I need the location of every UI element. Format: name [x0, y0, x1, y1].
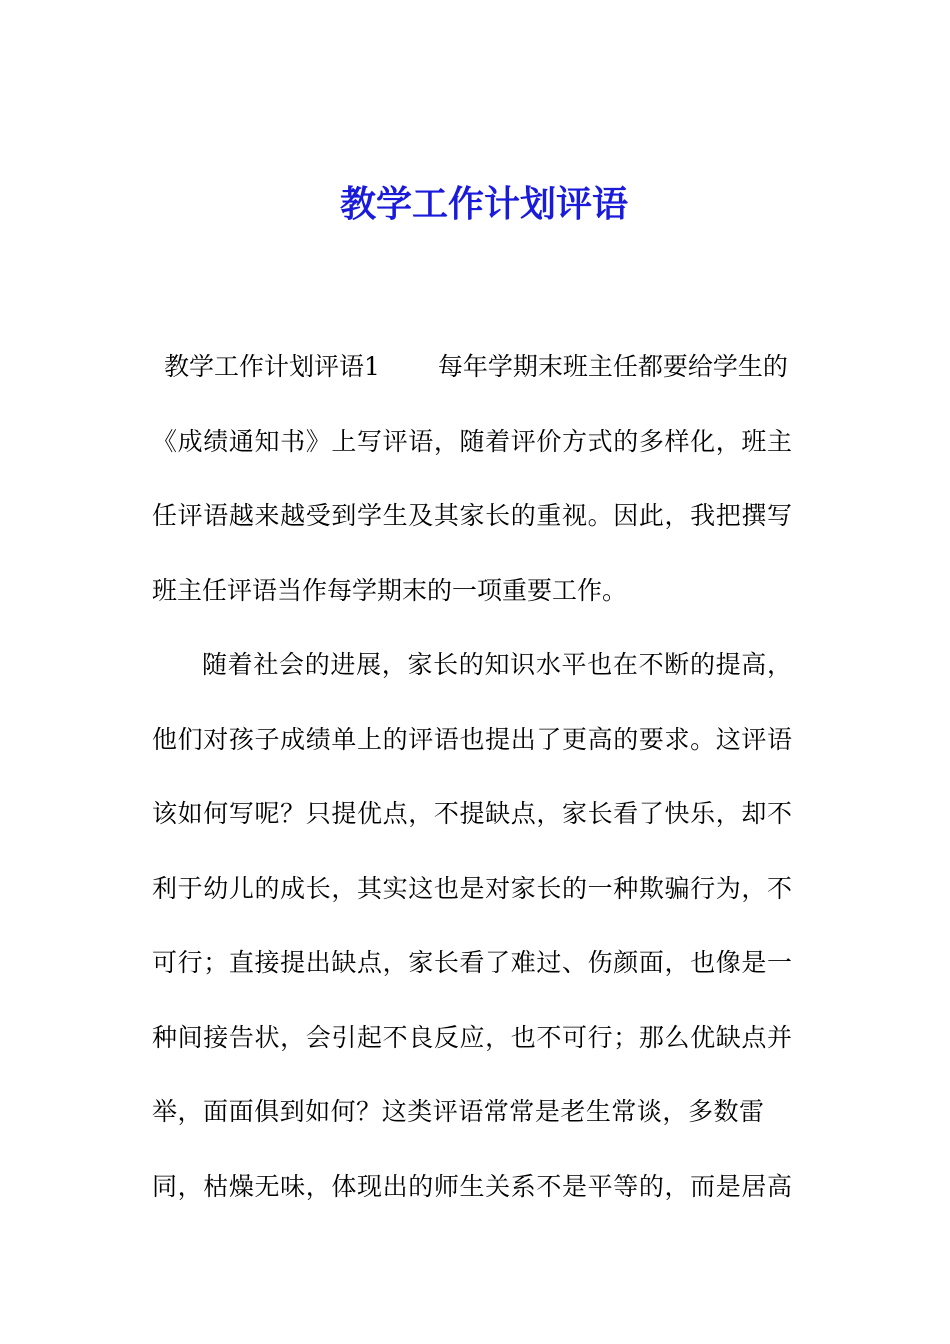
- paragraph-2-line-3: 该如何写呢？只提优点，不提缺点，家长看了快乐，却不: [152, 799, 792, 828]
- paragraph-2-line-1: 随着社会的进展，家长的知识水平也在不断的提高，: [202, 650, 792, 679]
- document-body: [152, 330, 792, 1224]
- paragraph-1-line-3: 任评语越来越受到学生及其家长的重视。因此，我把撰写: [152, 501, 792, 530]
- paragraph-2-line-6: 种间接告状，会引起不良反应，也不可行；那么优缺点并: [152, 1022, 792, 1052]
- paragraph-1-line-1-text: 每年学期末班主任都要给学生的: [437, 352, 788, 381]
- paragraph-1-line-4: 班主任评语当作每学期末的一项重要工作。: [152, 575, 628, 605]
- paragraph-1-line-1: [152, 330, 792, 405]
- document-title: 教学工作计划评语: [339, 183, 628, 225]
- paragraph-2-line-4: 利于幼儿的成长，其实这也是对家长的一种欺骗行为，不: [152, 873, 792, 903]
- paragraph-1-line-2: 《成绩通知书》上写评语，随着评价方式的多样化，班主: [152, 426, 792, 456]
- paragraph-2-line-8: 同，枯燥无味，体现出的师生关系不是平等的，而是居高: [152, 1171, 792, 1201]
- paragraph-2-line-5: 可行；直接提出缺点，家长看了难过、伤颜面，也像是一: [152, 948, 792, 977]
- paragraph-2-line-2: 他们对孩子成绩单上的评语也提出了更高的要求。这评语: [152, 724, 792, 754]
- section-label: 教学工作计划评语1: [164, 352, 380, 381]
- paragraph-2-line-7: 举，面面俱到如何？这类评语常常是老生常谈，多数雷: [152, 1097, 764, 1126]
